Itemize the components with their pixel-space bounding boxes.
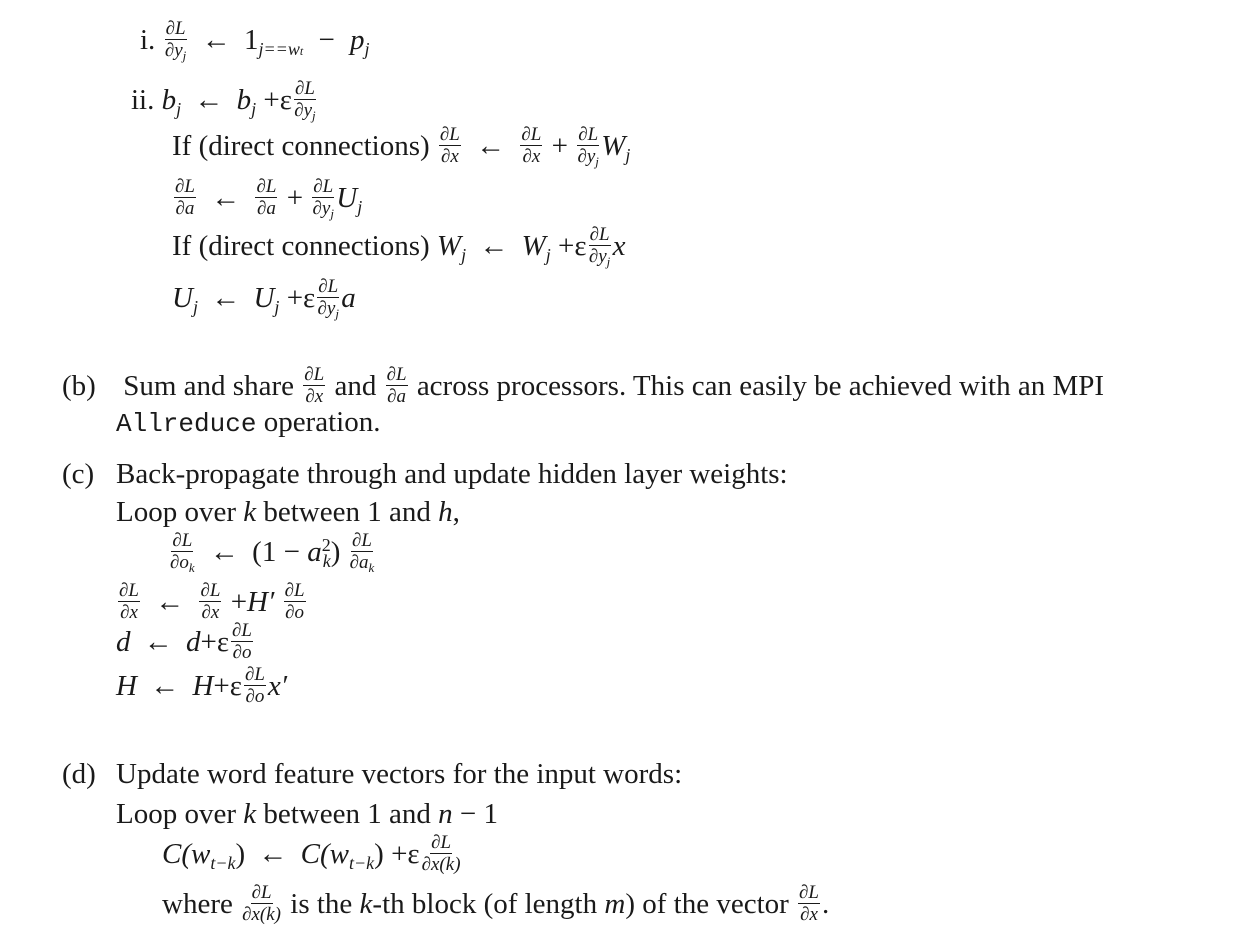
c-eq4: H ← H+ε $\frac{\partial L}{\partial o}$ x′	[116, 664, 288, 707]
direct-connections-W: If (direct connections) $W_j$ ← $W_j +\varepsilon$ $\frac{\partial L}{\partial y_j}$ x	[172, 224, 626, 269]
c-eq3: d ← d+ε $\frac{\partial L}{\partial o}$	[116, 620, 253, 663]
step-ii: ii. $b_j$ ← $b_j +\varepsilon$ $\frac{\partial L}{\partial y_j}$	[131, 78, 316, 123]
fraction-dL-dyj: $\frac{\partial L}{\partial y_j}$	[164, 18, 187, 63]
c-eq2: $\frac{\partial L}{\partial x}$ ← $\frac{\partial L}{\partial x}$ +H′ $\frac{\partial L}{\partial o}$	[119, 580, 305, 623]
step-i: i. $\frac{\partial L}{\partial y_j}$ ← $1_{j==wt} - p_j$	[140, 18, 370, 63]
section-b-line2: Allreduce operation.	[116, 406, 381, 439]
section-d: (d) Update word feature vectors for the input words:	[62, 758, 683, 790]
arrow-icon: ←	[201, 24, 231, 57]
d-where: where $\frac{\partial L}{\partial x(k)}$ is the k-th block (of length m) of the vector $\frac{\partial L}{\partial x}$ .	[162, 882, 830, 925]
direct-connections-dx: If (direct connections) $\frac{\partial L}{\partial x}$ ← $\frac{\partial L}{\partial x}$ + $\frac{\partial L}{\partial y_j}$ $W_j$	[172, 124, 631, 169]
U-update: $U_j$ ← $U_j +\varepsilon$ $\frac{\partial L}{\partial y_j}$ a	[172, 276, 356, 321]
section-d-loop: Loop over k between 1 and n − 1	[116, 798, 498, 830]
da-update: $\frac{\partial L}{\partial a}$ ← $\frac{\partial L}{\partial a}$ + $\frac{\partial L}{\partial y_j}$ $U_j$	[175, 176, 363, 221]
section-b: (b) Sum and share $\frac{\partial L}{\partial x}$ and $\frac{\partial L}{\partial a}$ across processors. This can easily be achieved with an MPI	[62, 364, 1105, 407]
step-label: i.	[140, 24, 156, 57]
d-eq: $C(w_{t-k})$ ← $C(w_{t-k}) +\varepsilon$ $\frac{\partial L}{\partial x(k)}$	[162, 832, 461, 875]
section-c-loop: Loop over k between 1 and h,	[116, 496, 460, 528]
section-c: (c) Back-propagate through and update hidden layer weights:	[62, 458, 788, 490]
code-allreduce: Allreduce	[116, 409, 257, 439]
c-eq1: $\frac{\partial L}{\partial o_k}$ ← $(1 - a^2_k)$ $\frac{\partial L}{\partial a_k}$	[170, 530, 375, 575]
